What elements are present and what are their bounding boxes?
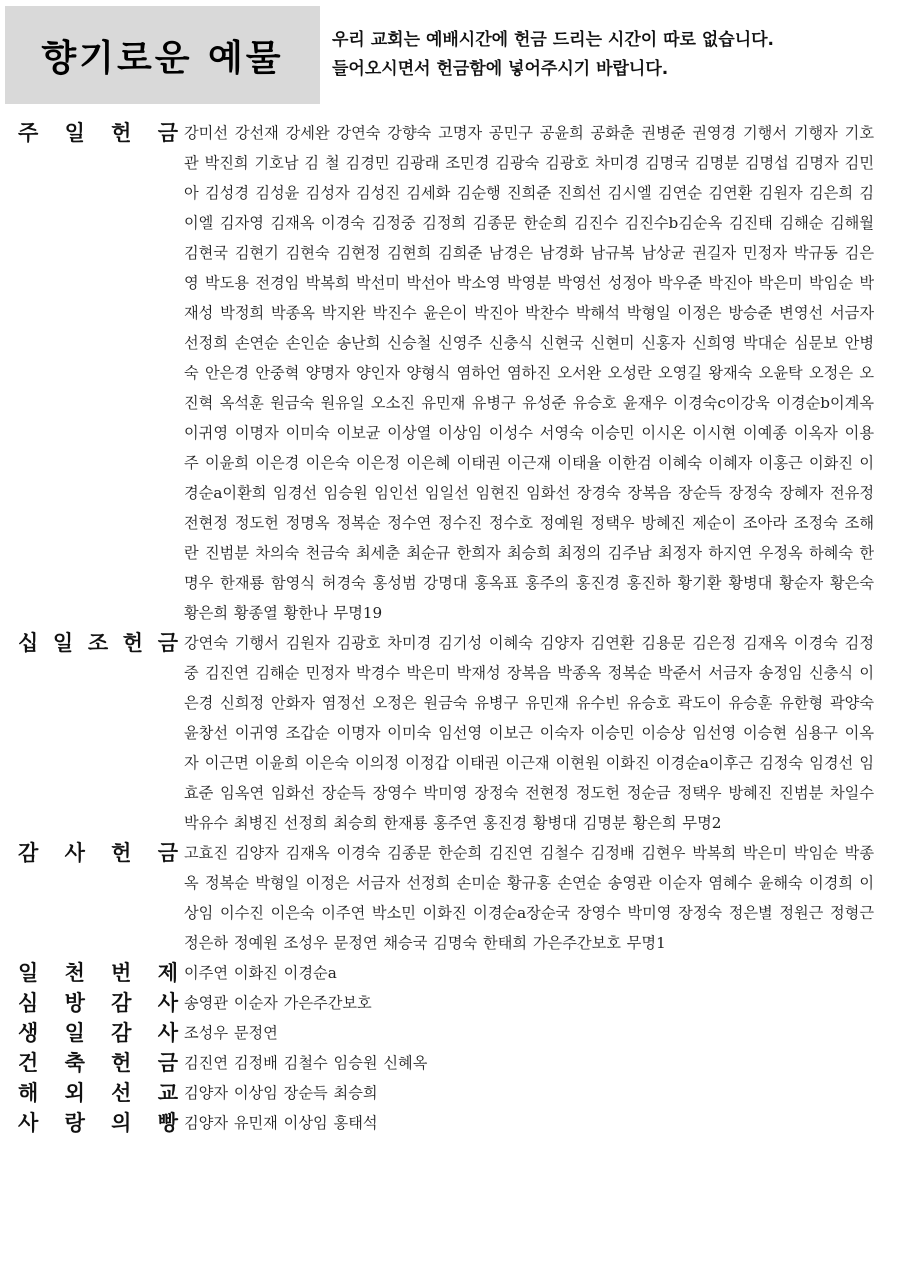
donor-names: 김진연 김정배 김철수 임승원 신혜옥 (184, 1054, 428, 1072)
donor-names: 김양자 이상임 장순득 최승희 (184, 1084, 378, 1102)
label-char: 일 (64, 121, 85, 145)
label-char: 감 (18, 841, 39, 865)
section-love-bread (0, 1108, 900, 1138)
label-char: 금 (157, 631, 178, 655)
label-char: 금 (157, 121, 178, 145)
donor-names: 김양자 유민재 이상임 홍태석 (184, 1114, 378, 1132)
label-char: 교 (157, 1081, 178, 1105)
label-char: 외 (64, 1081, 85, 1105)
section-label (0, 988, 184, 1018)
label-char: 빵 (157, 1111, 178, 1135)
page-title: 향기로운 예물 (41, 37, 284, 79)
label-char: 금 (157, 841, 178, 865)
label-char: 일 (52, 631, 74, 655)
label-char: 일 (64, 1021, 85, 1045)
section-label (0, 838, 184, 868)
donor-names: 송영관 이순자 가은주간보호 (184, 994, 372, 1012)
donor-names: 이주연 이화진 이경순a (184, 964, 337, 982)
section-birthday-thanks (0, 1018, 900, 1048)
label-char: 번 (111, 961, 132, 985)
label-char: 사 (157, 1021, 178, 1045)
label-char: 감 (111, 991, 132, 1015)
donor-names: 조성우 문정연 (184, 1024, 278, 1042)
section-label (0, 1078, 184, 1108)
section-thousand-offering (0, 958, 900, 988)
label-char: 사 (64, 841, 85, 865)
section-tithe (0, 628, 900, 838)
section-label (0, 628, 184, 658)
label-char: 사 (157, 991, 178, 1015)
section-thanksgiving (0, 838, 900, 958)
section-building-fund (0, 1048, 900, 1078)
label-char: 금 (157, 1051, 178, 1075)
section-label (0, 1048, 184, 1078)
label-char: 십 (18, 631, 39, 655)
section-label (0, 118, 184, 148)
label-char: 주 (18, 121, 39, 145)
label-char: 천 (64, 961, 85, 985)
label-char: 생 (18, 1021, 39, 1045)
label-char: 감 (111, 1021, 132, 1045)
label-char: 건 (18, 1051, 39, 1075)
label-char: 헌 (122, 631, 144, 655)
label-char: 헌 (111, 121, 132, 145)
donor-names: 강연숙 기행서 김원자 김광호 차미경 김기성 이혜숙 김양자 김연환 김용문 김은정 김재옥 이경숙 김정중 김진연 김해순 민정자 박경수 박은미 박재성 장복음 박종옥 정복순 박준서 서금자 송정임 신충식 이은경 신희정 안화자 염정선 오정은 원금숙 유병구 유민재 유수빈 유승호 곽도이 유승훈 유한형 곽양숙 윤창선 이귀영 조갑순 이명자 이미숙 임선영 이보근 이숙자 이승민 이승상 임선영 이승현 심용구 이옥자 이근면 이윤희 이은숙 이의정 이정갑 이태권 이근재 이현원 이화진 이경순a이후근 김정숙 임경선 임효준 임옥연 임화선 장순득 장영수 박미영 장정숙 전현정 정도헌 정순금 정택우 방혜진 진범분 차일수 박유수 최병진 선정희 최승희 한재룡 홍주연 홍진경 황병대 김명분 황은희 무명2 (184, 634, 874, 832)
label-char: 방 (64, 991, 85, 1015)
donor-names: 강미선 강선재 강세완 강연숙 강향숙 고명자 공민구 공윤희 공화춘 권병준 권영경 기행서 기행자 기호관 박진희 기호남 김 철 김경민 김광래 조민경 김광숙 김광호 차미경 김명국 김명분 김명섭 김명자 김민아 김성경 김성윤 김성자 김성진 김세화 김순행 진희준 진희선 김시엘 김연순 김연환 김원자 김은희 김이엘 김자영 김재옥 이경숙 김정중 김정희 김종문 한순희 김진수 김진수b김순옥 김진태 김해순 김해월 김현국 김현기 김현숙 김현정 김현희 김희준 남경은 남경화 남규복 남상균 권길자 민정자 박규동 김은영 박도용 전경임 박복희 박선미 박선아 박소영 박영분 박영선 성정아 박우준 박진아 박은미 박임순 박재성 박정희 박종옥 박지완 박진수 윤은이 박진아 박찬수 박해석 박형일 이정은 방승준 변영선 서금자 선정희 손연순 손인순 송난희 신승철 신영주 신충식 신현국 신현미 신홍자 신희영 박대순 심문보 안병숙 안은경 안중혁 양명자 양인자 양형식 염하언 염하진 오서완 오성란 오영길 왕재숙 오윤탁 오정은 오진혁 옥석훈 원금숙 원유일 오소진 유민재 유병구 유성준 유승호 윤재우 이경숙c이강욱 이경순b이계옥 이귀영 이명자 이미숙 이보균 이상열 이상임 이성수 서영숙 이승민 이시온 이시현 이예종 이옥자 이용주 이윤희 이은경 이은숙 이은정 이은혜 이태권 이근재 이태율 이한검 이혜숙 이혜자 이홍근 이화진 이경순a이환희 임경선 임승원 임인선 임일선 임현진 임화선 장경숙 장복음 장순득 장정숙 장혜자 전유정 전현정 정도헌 정명옥 정복순 정수연 정수진 정수호 정예원 정택우 방혜진 제순이 조아라 조정숙 조해란 진범분 차의숙 천금숙 최세춘 최순규 한희자 최승희 최정의 김주남 최정자 하지연 우정옥 하혜숙 한명우 한재룡 함영식 허경숙 홍성범 강명대 홍옥표 홍주의 홍진경 홍진하 황기환 황병대 황순자 황은숙 황은희 황종열 황한나 무명19 (184, 124, 874, 622)
offering-notice (332, 26, 892, 84)
label-char: 의 (111, 1111, 132, 1135)
title-box (5, 6, 320, 104)
label-char: 일 (18, 961, 39, 985)
label-char: 축 (64, 1051, 85, 1075)
section-overseas-mission (0, 1078, 900, 1108)
label-char: 사 (18, 1111, 39, 1135)
label-char: 헌 (111, 841, 132, 865)
label-char: 심 (18, 991, 39, 1015)
section-label (0, 1018, 184, 1048)
section-sunday-offering (0, 118, 900, 628)
section-visit-thanks (0, 988, 900, 1018)
header (0, 0, 900, 108)
donor-names: 고효진 김양자 김재옥 이경숙 김종문 한순희 김진연 김철수 김정배 김현우 박복희 박은미 박임순 박종옥 정복순 박형일 이정은 서금자 선정희 손미순 황규홍 손연순 송영관 이순자 염혜수 윤해숙 이경희 이상임 이수진 이은숙 이주연 박소민 이화진 이경순a장순국 장영수 박미영 장정숙 정은별 정원근 정형근 정은하 정예원 조성우 문정연 채승국 김명숙 한태희 가은주간보호 무명1 (184, 844, 874, 952)
notice-line-1: 우리 교회는 예배시간에 헌금 드리는 시간이 따로 없습니다. (332, 30, 775, 50)
section-label (0, 1108, 184, 1138)
label-char: 조 (87, 631, 109, 655)
label-char: 헌 (111, 1051, 132, 1075)
label-char: 해 (18, 1081, 39, 1105)
label-char: 제 (157, 961, 178, 985)
notice-line-2: 들어오시면서 헌금함에 넣어주시기 바랍니다. (332, 59, 669, 79)
label-char: 선 (111, 1081, 132, 1105)
offering-list (0, 118, 900, 1138)
section-label (0, 958, 184, 988)
label-char: 랑 (64, 1111, 85, 1135)
